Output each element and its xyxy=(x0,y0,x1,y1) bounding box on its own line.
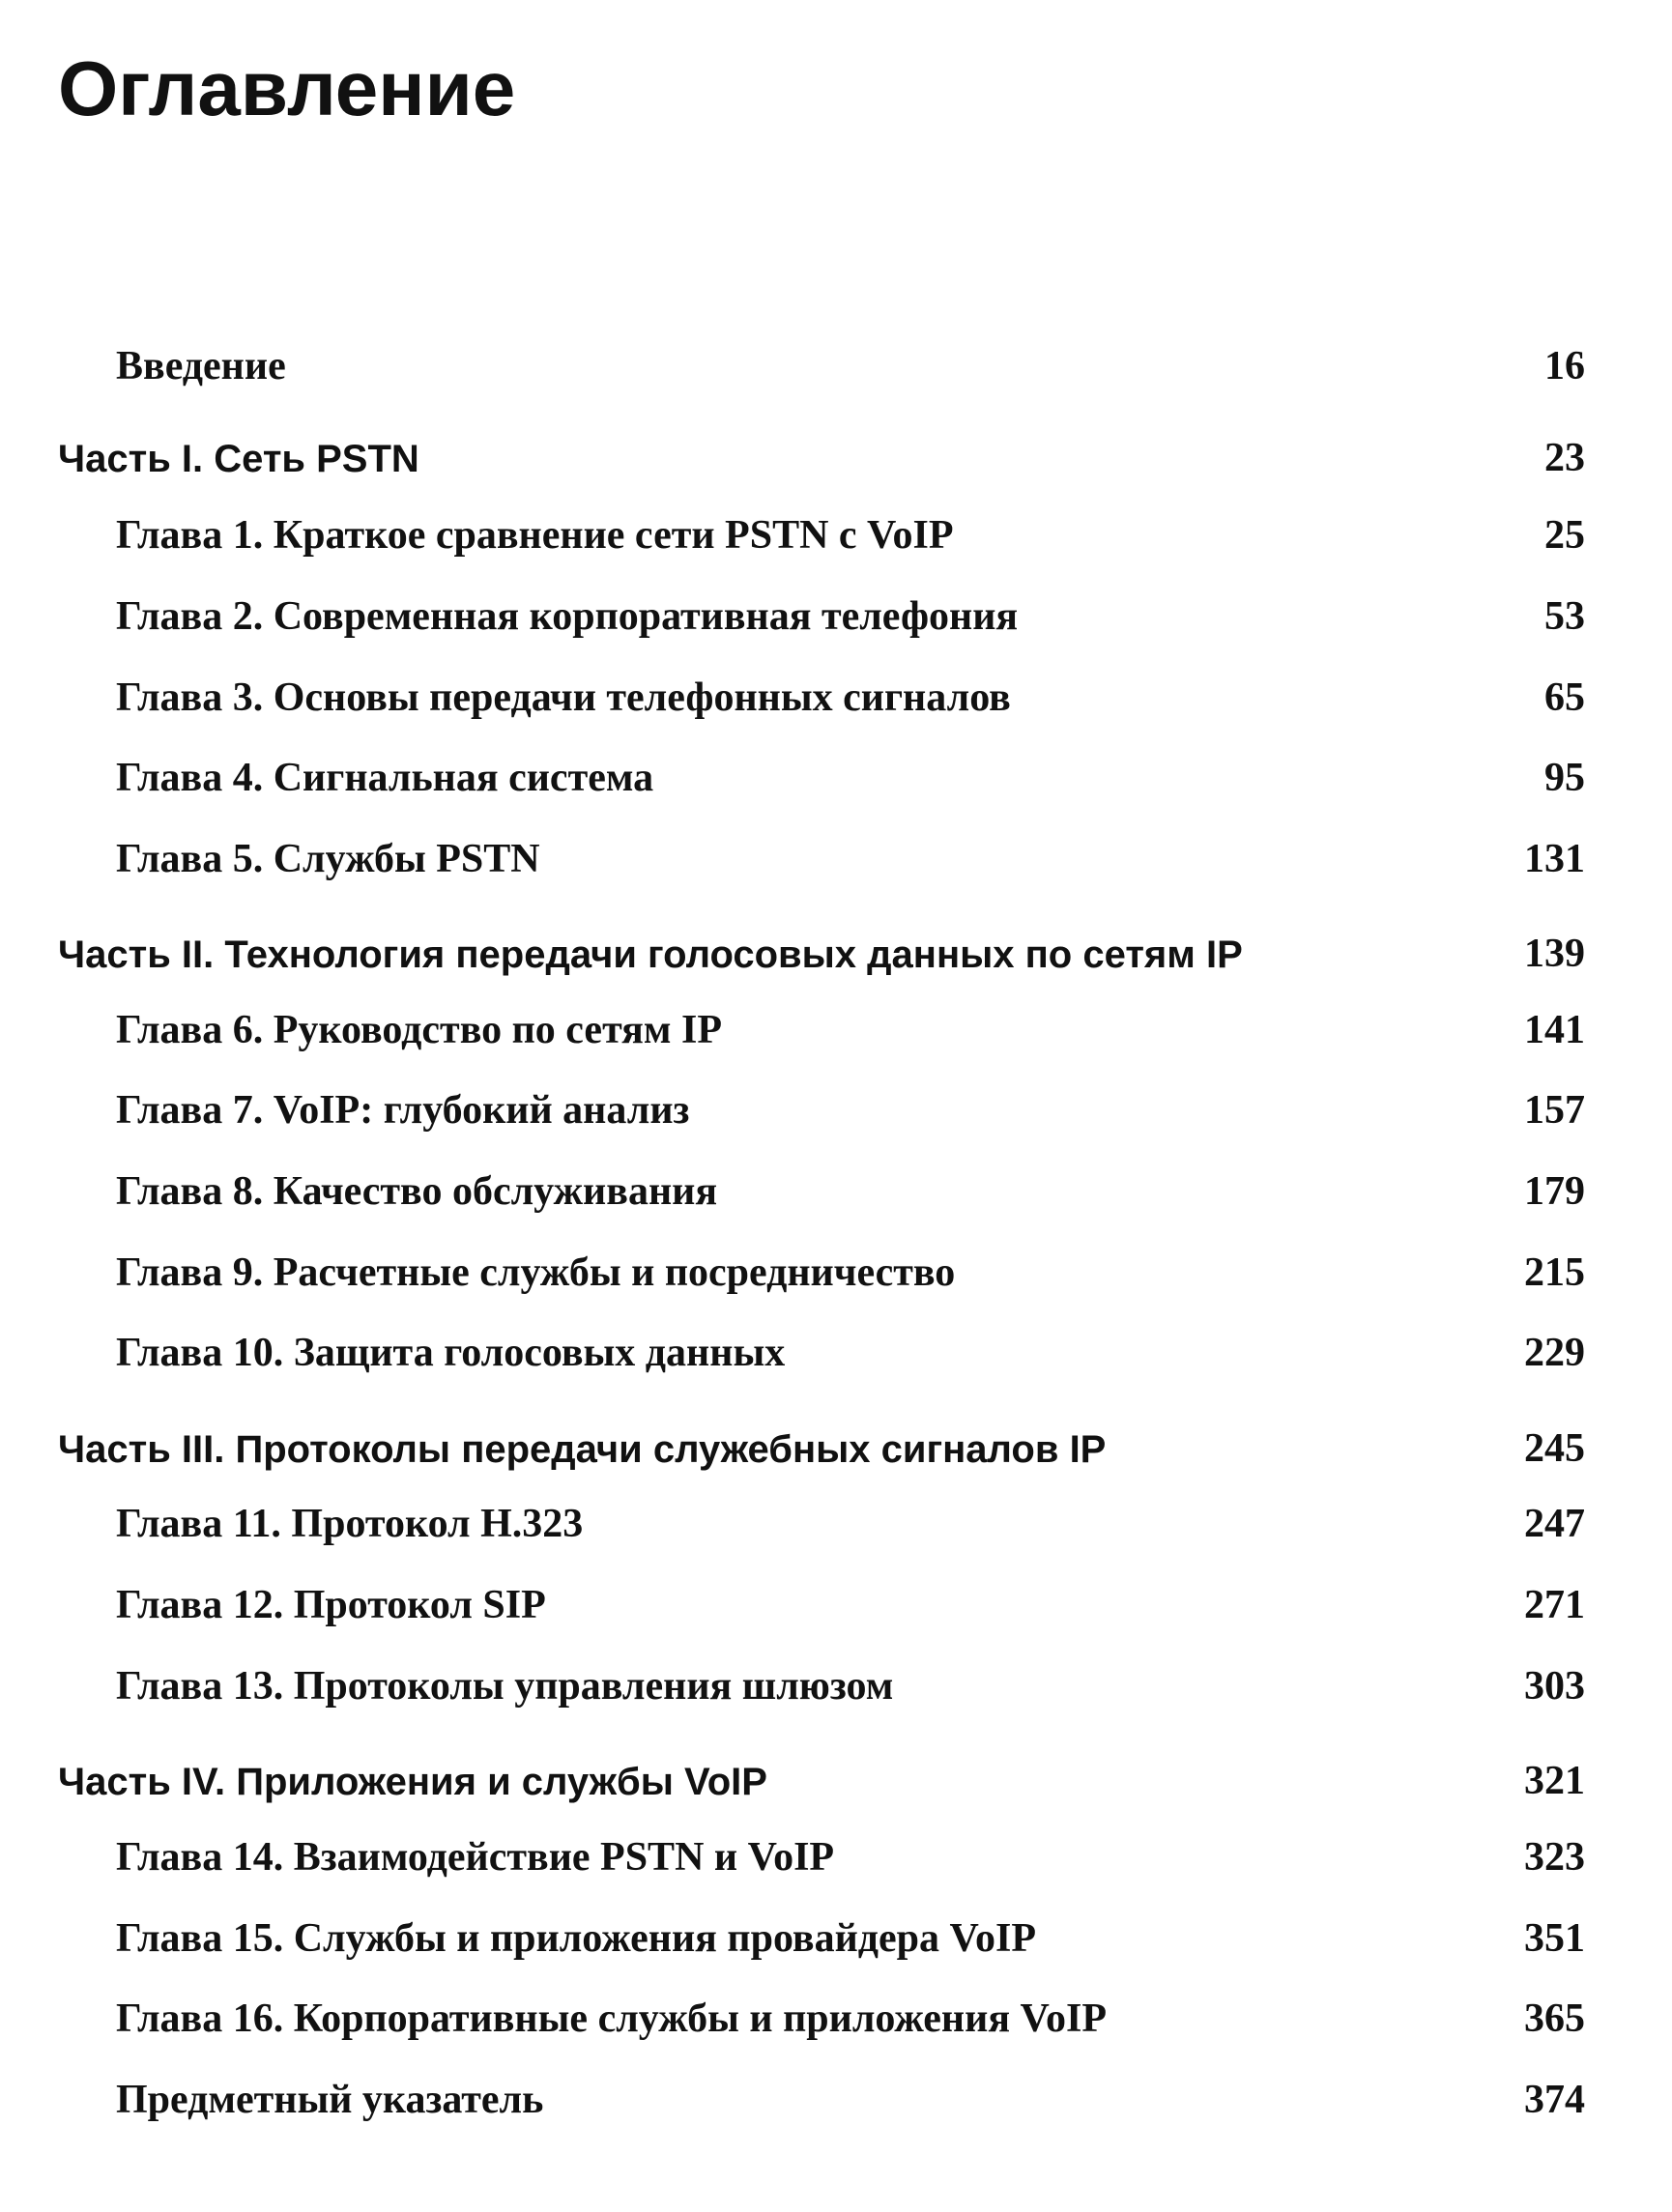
toc-part-label: Часть IV. Приложения и службы VoIP xyxy=(58,1761,767,1803)
toc-entry-page: 365 xyxy=(1524,1997,1585,2041)
toc-entry-page: 23 xyxy=(1544,436,1585,480)
toc-chapter-3[interactable] xyxy=(0,660,1672,718)
toc-chapter-9[interactable] xyxy=(0,1235,1672,1293)
toc-entry-page: 131 xyxy=(1524,837,1585,881)
toc-entry-label: Глава 12. Протокол SIP xyxy=(116,1583,546,1627)
toc-entry-page: 303 xyxy=(1524,1664,1585,1709)
toc-entry-introduction[interactable] xyxy=(0,329,1672,387)
toc-part-1[interactable] xyxy=(0,420,1672,478)
toc-entry-page: 16 xyxy=(1544,344,1585,388)
toc-entry-page: 245 xyxy=(1524,1426,1585,1471)
toc-entry-index[interactable] xyxy=(0,2062,1672,2120)
toc-part-label: Часть I. Сеть PSTN xyxy=(58,438,419,480)
toc-entry-label: Глава 10. Защита голосовых данных xyxy=(116,1331,786,1375)
toc-entry-label: Глава 8. Качество обслуживания xyxy=(116,1169,718,1214)
toc-entry-label: Глава 2. Современная корпоративная телефония xyxy=(116,594,1019,639)
toc-chapter-8[interactable] xyxy=(0,1154,1672,1212)
toc-entry-page: 323 xyxy=(1524,1835,1585,1880)
toc-part-3[interactable] xyxy=(0,1411,1672,1469)
toc-entry-label: Введение xyxy=(116,344,286,388)
toc-entry-page: 157 xyxy=(1524,1088,1585,1133)
toc-entry-label: Предметный указатель xyxy=(116,2078,544,2122)
toc-entry-page: 95 xyxy=(1544,756,1585,800)
toc-entry-page: 139 xyxy=(1524,932,1585,976)
toc-entry-label: Глава 3. Основы передачи телефонных сигналов xyxy=(116,675,1011,720)
toc-chapter-15[interactable] xyxy=(0,1901,1672,1959)
toc-entry-label: Глава 7. VoIP: глубокий анализ xyxy=(116,1088,690,1133)
toc-entry-label: Глава 4. Сигнальная система xyxy=(116,756,654,800)
toc-part-2[interactable] xyxy=(0,916,1672,974)
toc-chapter-11[interactable] xyxy=(0,1486,1672,1544)
toc-chapter-5[interactable] xyxy=(0,821,1672,879)
toc-chapter-14[interactable] xyxy=(0,1820,1672,1878)
toc-entry-page: 179 xyxy=(1524,1169,1585,1214)
toc-chapter-7[interactable] xyxy=(0,1073,1672,1131)
toc-entry-label: Глава 6. Руководство по сетям IP xyxy=(116,1008,722,1052)
toc-chapter-10[interactable] xyxy=(0,1315,1672,1373)
toc-chapter-1[interactable] xyxy=(0,498,1672,556)
toc-entry-label: Глава 11. Протокол H.323 xyxy=(116,1502,584,1546)
toc-entry-label: Глава 13. Протоколы управления шлюзом xyxy=(116,1664,894,1709)
toc-part-label: Часть II. Технология передачи голосовых данных по сетям IP xyxy=(58,934,1243,976)
toc-entry-page: 247 xyxy=(1524,1502,1585,1546)
toc-chapter-13[interactable] xyxy=(0,1649,1672,1707)
toc-entry-label: Глава 16. Корпоративные службы и приложения VoIP xyxy=(116,1997,1108,2041)
toc-entry-label: Глава 5. Службы PSTN xyxy=(116,837,540,881)
toc-entry-page: 53 xyxy=(1544,594,1585,639)
toc-part-4[interactable] xyxy=(0,1743,1672,1801)
page-title: Оглавление xyxy=(58,45,516,131)
toc-entry-page: 215 xyxy=(1524,1250,1585,1295)
toc-chapter-12[interactable] xyxy=(0,1567,1672,1625)
toc-entry-page: 351 xyxy=(1524,1916,1585,1961)
toc-entry-page: 65 xyxy=(1544,675,1585,720)
toc-entry-label: Глава 1. Краткое сравнение сети PSTN с VoIP xyxy=(116,513,954,558)
toc-part-label: Часть III. Протоколы передачи служебных сигналов IP xyxy=(58,1428,1107,1471)
toc-chapter-4[interactable] xyxy=(0,740,1672,798)
toc-entry-label: Глава 14. Взаимодействие PSTN и VoIP xyxy=(116,1835,835,1880)
toc-entry-page: 271 xyxy=(1524,1583,1585,1627)
toc-entry-page: 374 xyxy=(1524,2078,1585,2122)
toc-chapter-16[interactable] xyxy=(0,1981,1672,2039)
toc-entry-label: Глава 15. Службы и приложения провайдера VoIP xyxy=(116,1916,1037,1961)
toc-entry-page: 229 xyxy=(1524,1331,1585,1375)
toc-entry-page: 141 xyxy=(1524,1008,1585,1052)
toc-chapter-6[interactable] xyxy=(0,992,1672,1050)
toc-entry-page: 321 xyxy=(1524,1759,1585,1803)
toc-chapter-2[interactable] xyxy=(0,579,1672,637)
toc-entry-label: Глава 9. Расчетные службы и посредничество xyxy=(116,1250,956,1295)
toc-entry-page: 25 xyxy=(1544,513,1585,558)
